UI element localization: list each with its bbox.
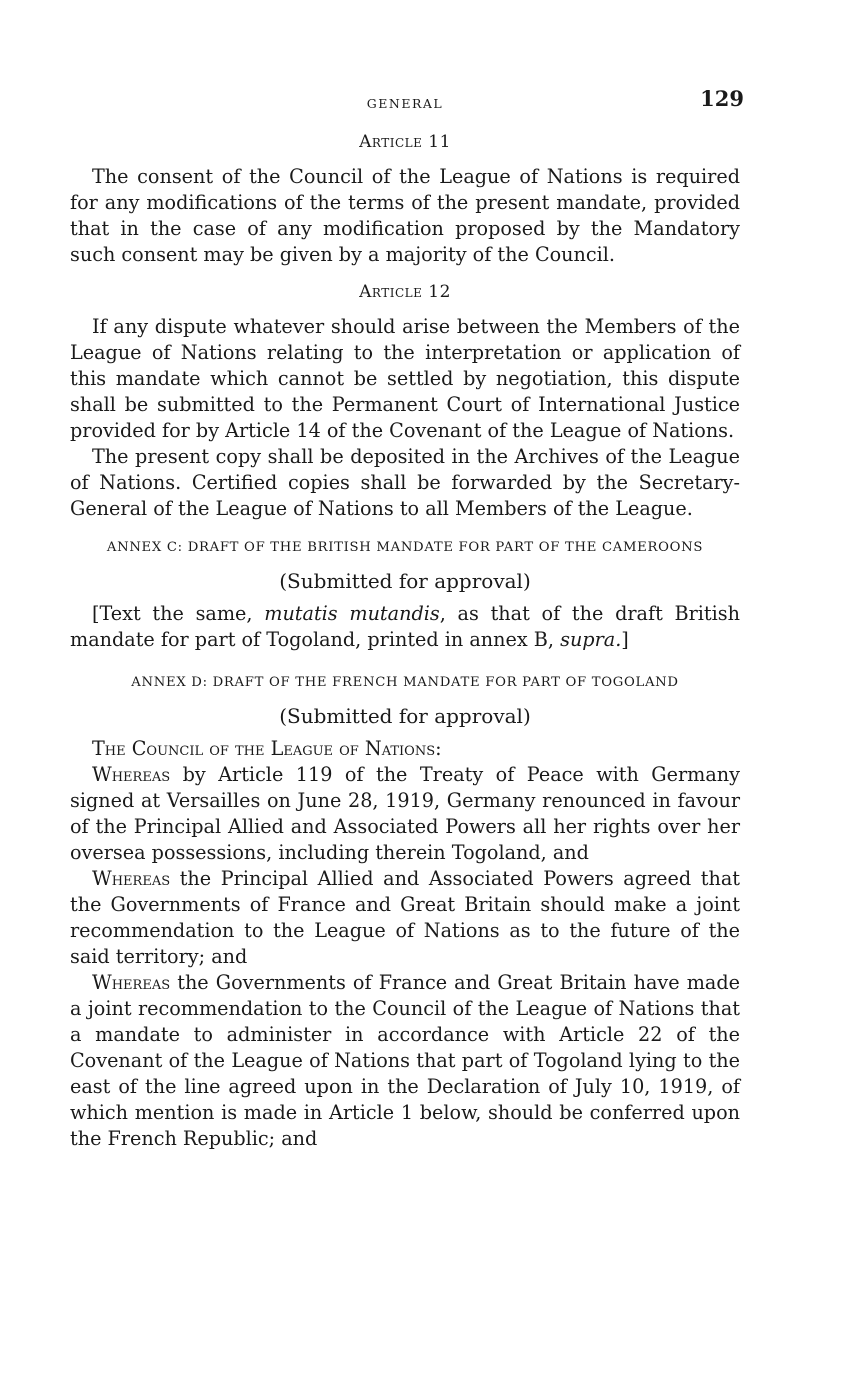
whereas-lead-1: Whereas — [92, 763, 171, 786]
whereas-text-2: the Principal Allied and Associated Powers agreed that the Governments of France and Great Britain should make a joint recommendation to the League of Nations as to the future of the said territory; and — [70, 867, 740, 968]
annex-d-submitted: (Submitted for approval) — [279, 704, 531, 728]
annex-c-text — [70, 601, 740, 653]
page-number: 129 — [700, 86, 744, 111]
annex-c-italic-mutatis: mutatis mutandis — [264, 602, 440, 625]
whereas-lead-2: Whereas — [92, 867, 171, 890]
document-page — [70, 86, 744, 1152]
article-11-paragraph: The consent of the Council of the League of Nations is required for any modifications of the terms of the present mandate, provided that in the case of any modification proposed by the Mandatory such consent may be given by a majority of the Council. — [70, 165, 740, 266]
annex-c-italic-supra: supra. — [560, 628, 622, 651]
whereas-paragraph-3 — [70, 970, 740, 1152]
annex-c-text-before: [Text the same, — [92, 602, 265, 625]
annex-c-heading: ANNEX C: DRAFT OF THE BRITISH MANDATE FOR PART OF THE CAMEROONS — [106, 540, 704, 555]
whereas-paragraph-1 — [70, 762, 740, 866]
running-title: GENERAL — [366, 96, 444, 111]
annex-c-submitted: (Submitted for approval) — [279, 569, 531, 593]
whereas-text-1: by Article 119 of the Treaty of Peace with Germany signed at Versailles on June 28, 1919, Germany renounced in favour of the Principal Allied and Associated Powers all her rights over her oversea possessions, including therein Togoland, and — [70, 763, 740, 864]
running-header — [70, 86, 744, 122]
whereas-text-3: the Governments of France and Great Britain have made a joint recommendation to the Council of the League of Nations that a mandate to administer in accordance with Article 22 of the Covenant of the League of Nations that part of Togoland lying to the east of the line agreed upon in the Declaration of July 10, 1919, of which mention is made in Article 1 below, should be conferred upon the French Republic; and — [70, 971, 740, 1150]
annex-c-text-middle: , as that of the draft British mandate for part of Togoland, printed in annex B, — [70, 602, 740, 651]
article-12-heading: Article 12 — [359, 282, 451, 302]
annex-c-text-after: ] — [621, 628, 629, 651]
whereas-lead-3: Whereas — [92, 971, 171, 994]
article-12-paragraph-1: If any dispute whatever should arise between the Members of the League of Nations relating to the interpretation or application of this mandate which cannot be settled by negotiation, this dispute shall be submitted to the Permanent Court of International Justice provided for by Article 14 of the Covenant of the League of Nations. — [70, 315, 740, 442]
annex-d-heading: ANNEX D: DRAFT OF THE FRENCH MANDATE FOR PART OF TOGOLAND — [131, 675, 679, 690]
council-preamble: The Council of the League of Nations: — [92, 737, 442, 760]
article-12-paragraph-2: The present copy shall be deposited in the Archives of the League of Nations. Certified copies shall be forwarded by the Secretary-General of the League of Nations to all Members of the League. — [70, 445, 740, 520]
whereas-paragraph-2 — [70, 866, 740, 970]
article-11-heading: Article 11 — [359, 132, 451, 152]
